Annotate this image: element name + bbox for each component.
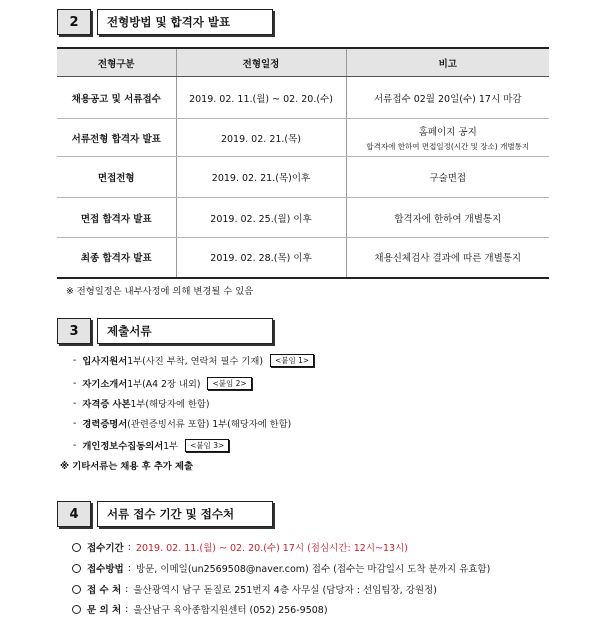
- section-2-header: [57, 9, 273, 35]
- section-number: 3: [57, 318, 91, 344]
- row-schedule: 2019. 02. 21.(목)이후: [176, 157, 346, 198]
- row-type: 면접전형: [57, 157, 176, 198]
- row-note-cell: [346, 119, 549, 157]
- document-name: 입사지원서: [82, 356, 128, 367]
- table-row: [57, 119, 549, 157]
- item-label: 접수방법: [87, 564, 124, 575]
- document-detail: 1부(사진 부착, 연락처 필수 기재): [127, 356, 263, 367]
- document-item: - 입사지원서 1부(사진 부착, 연락처 필수 기재) <붙임 1>: [73, 353, 314, 367]
- document-item: - 자기소개서 1부(A4 2장 내외) <붙임 2>: [73, 376, 252, 390]
- row-note: 서류접수 02월 20일(수) 17시 마감: [346, 77, 549, 119]
- item-value: 2019. 02. 11.(월) ~ 02. 20.(수) 17시 (점심시간: 12시~13시): [135, 543, 408, 554]
- submission-method: 접수방법 : 방문, 이메일(un2569508@naver.com) 접수 (접수는 마감일시 도착 분까지 유효함): [72, 561, 490, 575]
- circle-bullet-icon: [72, 543, 81, 552]
- row-type: 면접 합격자 발표: [57, 198, 176, 238]
- document-detail: 1부(해당자에 한함): [130, 399, 210, 410]
- document-name: 자격증 사본: [82, 399, 131, 410]
- submission-place: 접 수 처 : 울산광역시 남구 돋질로 251번지 4층 사무실 (담당자 : 선임팀장, 강원정): [72, 582, 437, 596]
- document-name: 개인정보수집동의서: [82, 441, 164, 452]
- row-schedule: 2019. 02. 28.(목) 이후: [176, 238, 346, 278]
- attachment-tag: <붙임 3>: [185, 439, 229, 452]
- item-value: 울산남구 육아종합지원센터 (052) 256-9508): [133, 605, 328, 616]
- table-row: [57, 198, 549, 238]
- document-detail: 1부(A4 2장 내외): [127, 379, 201, 390]
- table-row: [57, 238, 549, 278]
- row-note: 구술면접: [346, 157, 549, 198]
- row-schedule: 2019. 02. 25.(월) 이후: [176, 198, 346, 238]
- section-title: 서류 접수 기간 및 접수처: [97, 501, 273, 527]
- row-note: 채용신체검사 결과에 따른 개별통지: [346, 238, 549, 278]
- submission-period: 접수기간 : 2019. 02. 11.(월) ~ 02. 20.(수) 17시 (점심시간: 12시~13시): [72, 540, 408, 554]
- row-schedule: 2019. 02. 11.(월) ~ 02. 20.(수): [176, 77, 346, 119]
- document-item: - 자격증 사본 1부(해당자에 한함): [73, 397, 210, 410]
- document-detail: 1부: [163, 441, 179, 452]
- column-header: 비고: [346, 48, 549, 77]
- item-label: 문 의 처: [87, 605, 122, 616]
- document-item: - 경력증명서 (관련증빙서류 포함) 1부(해당자에 한함): [73, 417, 292, 430]
- item-label: 접 수 처: [87, 585, 122, 596]
- attachment-tag: <붙임 1>: [270, 354, 314, 367]
- section-number: 4: [57, 501, 91, 527]
- item-value: 방문, 이메일(un2569508@naver.com) 접수 (접수는 마감일시 도착 분까지 유효함): [135, 564, 491, 575]
- circle-bullet-icon: [72, 564, 81, 573]
- row-type: 서류전형 합격자 발표: [57, 119, 176, 157]
- row-type: 채용공고 및 서류접수: [57, 77, 176, 119]
- section-title: 전형방법 및 합격자 발표: [97, 9, 273, 35]
- item-value: 울산광역시 남구 돋질로 251번지 4층 사무실 (담당자 : 선임팀장, 강원정): [133, 585, 437, 596]
- row-schedule: 2019. 02. 21.(목): [176, 119, 346, 157]
- contact-info: 문 의 처 : 울산남구 육아종합지원센터 (052) 256-9508): [72, 602, 328, 616]
- document-detail: (관련증빙서류 포함) 1부(해당자에 한함): [127, 419, 292, 430]
- document-name: 자기소개서: [82, 379, 128, 390]
- row-note: 홈페이지 공지: [418, 126, 477, 138]
- circle-bullet-icon: [72, 585, 81, 594]
- item-label: 접수기간: [87, 543, 124, 554]
- row-type: 최종 합격자 발표: [57, 238, 176, 278]
- column-header: 전형구분: [57, 48, 176, 77]
- table-row: [57, 157, 549, 198]
- schedule-table: [57, 47, 549, 279]
- section-title: 제출서류: [97, 318, 273, 344]
- document-item: - 개인정보수집동의서 1부 <붙임 3>: [73, 438, 229, 452]
- extra-documents-note: ※ 기타서류는 채용 후 추가 제출: [60, 461, 193, 472]
- row-note: 합격자에 한하여 개별통지: [346, 198, 549, 238]
- row-note-detail: 합격자에 한하여 면접일정(시간 및 장소) 개별통지: [366, 141, 530, 151]
- column-header: 전형일정: [176, 48, 346, 77]
- section-3-header: [57, 318, 273, 344]
- table-header-row: [57, 48, 549, 77]
- table-row: [57, 77, 549, 119]
- schedule-footnote: ※ 전형일정은 내부사정에 의해 변경될 수 있음: [66, 286, 254, 297]
- circle-bullet-icon: [72, 605, 81, 614]
- document-name: 경력증명서: [82, 419, 128, 430]
- attachment-tag: <붙임 2>: [207, 377, 251, 390]
- section-4-header: [57, 501, 273, 527]
- section-number: 2: [57, 9, 91, 35]
